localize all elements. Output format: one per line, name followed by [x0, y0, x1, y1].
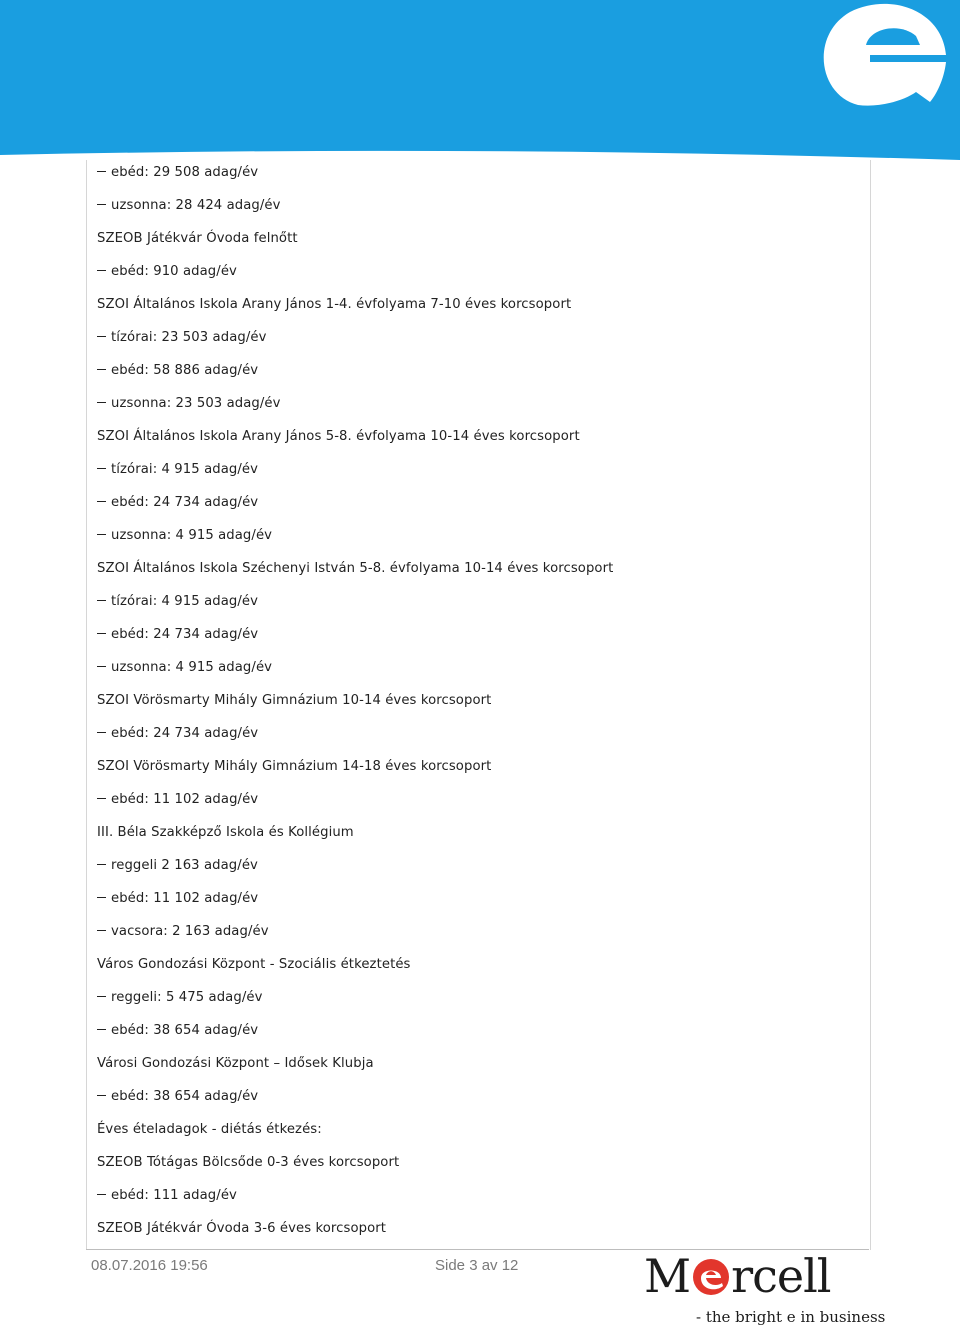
dash-bullet-icon [97, 897, 106, 898]
line-text: ebéd: 24 734 adag/év [111, 627, 259, 642]
line-text: Városi Gondozási Központ – Idősek Klubja [97, 1056, 374, 1071]
line-text: SZOI Általános Iskola Arany János 5-8. évfolyama 10-14 éves korcsoport [97, 429, 580, 444]
dash-bullet-icon [97, 666, 106, 667]
line-text: reggeli 2 163 adag/év [111, 858, 258, 873]
line-text: Éves ételadagok - diétás étkezés: [97, 1122, 322, 1137]
line-text: ebéd: 111 adag/év [111, 1188, 237, 1203]
footer-date: 08.07.2016 19:56 [91, 1257, 208, 1274]
marcell-e-logo-icon [692, 1258, 730, 1296]
section-heading [97, 288, 857, 321]
dash-bullet-icon [97, 1194, 106, 1195]
list-item [97, 585, 857, 618]
line-text: SZOI Vörösmarty Mihály Gimnázium 14-18 éves korcsoport [97, 759, 492, 774]
dash-bullet-icon [97, 1095, 106, 1096]
line-text: ebéd: 38 654 adag/év [111, 1023, 259, 1038]
line-text: reggeli: 5 475 adag/év [111, 990, 263, 1005]
section-heading [97, 1113, 857, 1146]
dash-bullet-icon [97, 1029, 106, 1030]
logo-text-rcell: rcell [731, 1249, 831, 1303]
list-item [97, 849, 857, 882]
list-item [97, 981, 857, 1014]
dash-bullet-icon [97, 930, 106, 931]
list-item [97, 189, 857, 222]
line-text: uzsonna: 28 424 adag/év [111, 198, 281, 213]
list-item [97, 519, 857, 552]
section-heading [97, 420, 857, 453]
section-heading [97, 750, 857, 783]
dash-bullet-icon [97, 402, 106, 403]
line-text: ebéd: 910 adag/év [111, 264, 237, 279]
list-item [97, 783, 857, 816]
dash-bullet-icon [97, 600, 106, 601]
section-heading [97, 684, 857, 717]
list-item [97, 486, 857, 519]
dash-bullet-icon [97, 996, 106, 997]
line-text: tízórai: 4 915 adag/év [111, 594, 259, 609]
section-heading [97, 816, 857, 849]
list-item [97, 1014, 857, 1047]
list-item [97, 387, 857, 420]
list-item [97, 651, 857, 684]
line-text: SZOI Vörösmarty Mihály Gimnázium 10-14 éves korcsoport [97, 693, 492, 708]
logo-text-m: M [644, 1249, 691, 1303]
line-text: ebéd: 24 734 adag/év [111, 495, 259, 510]
list-item [97, 156, 857, 189]
line-text: ebéd: 38 654 adag/év [111, 1089, 259, 1104]
list-item [97, 1080, 857, 1113]
dash-bullet-icon [97, 468, 106, 469]
dash-bullet-icon [97, 864, 106, 865]
section-heading [97, 948, 857, 981]
section-heading [97, 222, 857, 255]
line-text: tízórai: 4 915 adag/év [111, 462, 259, 477]
dash-bullet-icon [97, 336, 106, 337]
line-text: SZEOB Játékvár Óvoda felnőtt [97, 231, 298, 246]
dash-bullet-icon [97, 534, 106, 535]
list-item [97, 453, 857, 486]
marcell-e-icon [824, 4, 946, 106]
line-text: uzsonna: 4 915 adag/év [111, 660, 273, 675]
list-item [97, 321, 857, 354]
footer-page-number: Side 3 av 12 [435, 1257, 519, 1274]
header-banner [0, 0, 960, 160]
line-text: ebéd: 11 102 adag/év [111, 891, 259, 906]
line-text: ebéd: 11 102 adag/év [111, 792, 259, 807]
line-text: vacsora: 2 163 adag/év [111, 924, 269, 939]
line-text: tízórai: 23 503 adag/év [111, 330, 267, 345]
line-text: Város Gondozási Központ - Szociális étkeztetés [97, 957, 411, 972]
section-heading [97, 1212, 857, 1245]
line-text: SZOI Általános Iskola Széchenyi István 5-8. évfolyama 10-14 éves korcsoport [97, 561, 614, 576]
marcell-logo [644, 1249, 886, 1326]
line-text: ebéd: 58 886 adag/év [111, 363, 259, 378]
list-item [97, 354, 857, 387]
list-item [97, 717, 857, 750]
dash-bullet-icon [97, 171, 106, 172]
dash-bullet-icon [97, 501, 106, 502]
list-item [97, 915, 857, 948]
line-text: SZOI Általános Iskola Arany János 1-4. évfolyama 7-10 éves korcsoport [97, 297, 572, 312]
line-text: uzsonna: 4 915 adag/év [111, 528, 273, 543]
line-text: SZEOB Tótágas Bölcsőde 0-3 éves korcsoport [97, 1155, 400, 1170]
dash-bullet-icon [97, 204, 106, 205]
document-body [97, 156, 857, 1245]
dash-bullet-icon [97, 270, 106, 271]
list-item [97, 1179, 857, 1212]
list-item [97, 618, 857, 651]
list-item [97, 882, 857, 915]
line-text: III. Béla Szakképző Iskola és Kollégium [97, 825, 354, 840]
logo-tagline: - the bright e in business [696, 1308, 886, 1326]
line-text: uzsonna: 23 503 adag/év [111, 396, 281, 411]
section-heading [97, 1047, 857, 1080]
line-text: SZEOB Játékvár Óvoda 3-6 éves korcsoport [97, 1221, 387, 1236]
section-heading [97, 552, 857, 585]
dash-bullet-icon [97, 369, 106, 370]
line-text: ebéd: 24 734 adag/év [111, 726, 259, 741]
dash-bullet-icon [97, 633, 106, 634]
dash-bullet-icon [97, 732, 106, 733]
list-item [97, 255, 857, 288]
dash-bullet-icon [97, 798, 106, 799]
section-heading [97, 1146, 857, 1179]
line-text: ebéd: 29 508 adag/év [111, 165, 259, 180]
